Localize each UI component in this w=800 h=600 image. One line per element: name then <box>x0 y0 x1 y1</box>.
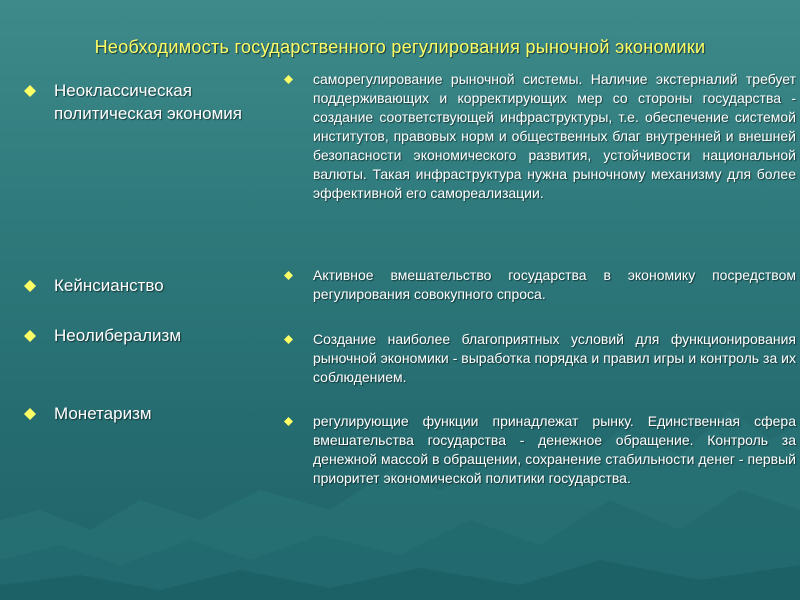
description-item-neoclassical <box>284 70 796 203</box>
school-name: Кейнсианство <box>54 276 164 295</box>
diamond-bullet-icon <box>24 280 36 292</box>
school-name: Монетаризм <box>54 404 152 423</box>
description-item-neoliberalism <box>284 330 796 387</box>
diamond-bullet-icon <box>284 417 293 426</box>
school-name: Неолиберализм <box>54 326 182 345</box>
description-text: Активное вмешательство государства в экономику посредством регулирования совокупного спроса. <box>313 267 796 302</box>
diamond-bullet-icon <box>24 330 36 342</box>
description-text: Создание наиболее благоприятных условий для функционирования рыночной экономики - выработка порядка и правил игры и контроль за их соблюдением. <box>313 331 796 385</box>
slide-title: Необходимость государственного регулирования рыночной экономики <box>94 37 706 57</box>
diamond-bullet-icon <box>24 85 36 97</box>
diamond-bullet-icon <box>284 75 293 84</box>
school-item-keynesianism <box>24 274 264 297</box>
school-item-neoliberalism <box>24 324 264 347</box>
description-text: саморегулирование рыночной системы. Наличие экстерналий требует поддерживающих и корректирующих мер со стороны государства - создание соответствующей инфраструктуры, т.е. обеспечение системой институтов, правовых норм и общественных благ внутренней и внешней безопасности экономического развития, устойчивости национальной валюты. Такая инфраструктура нужна рыночному механизму для более эффективной его самореализации. <box>313 71 796 201</box>
diamond-bullet-icon <box>24 408 36 420</box>
diamond-bullet-icon <box>284 335 293 344</box>
description-item-monetarism <box>284 412 796 488</box>
school-name: Неоклассическая политическая экономия <box>54 81 242 123</box>
school-item-neoclassical <box>24 79 264 125</box>
description-text: регулирующие функции принадлежат рынку. Единственная сфера вмешательства государства - денежное обращение. Контроль за денежной массой в обращении, сохранение стабильности денег - первый приоритет экономической политики государства. <box>313 413 796 486</box>
description-item-keynesianism <box>284 266 796 304</box>
school-item-monetarism <box>24 402 264 425</box>
diamond-bullet-icon <box>284 271 293 280</box>
